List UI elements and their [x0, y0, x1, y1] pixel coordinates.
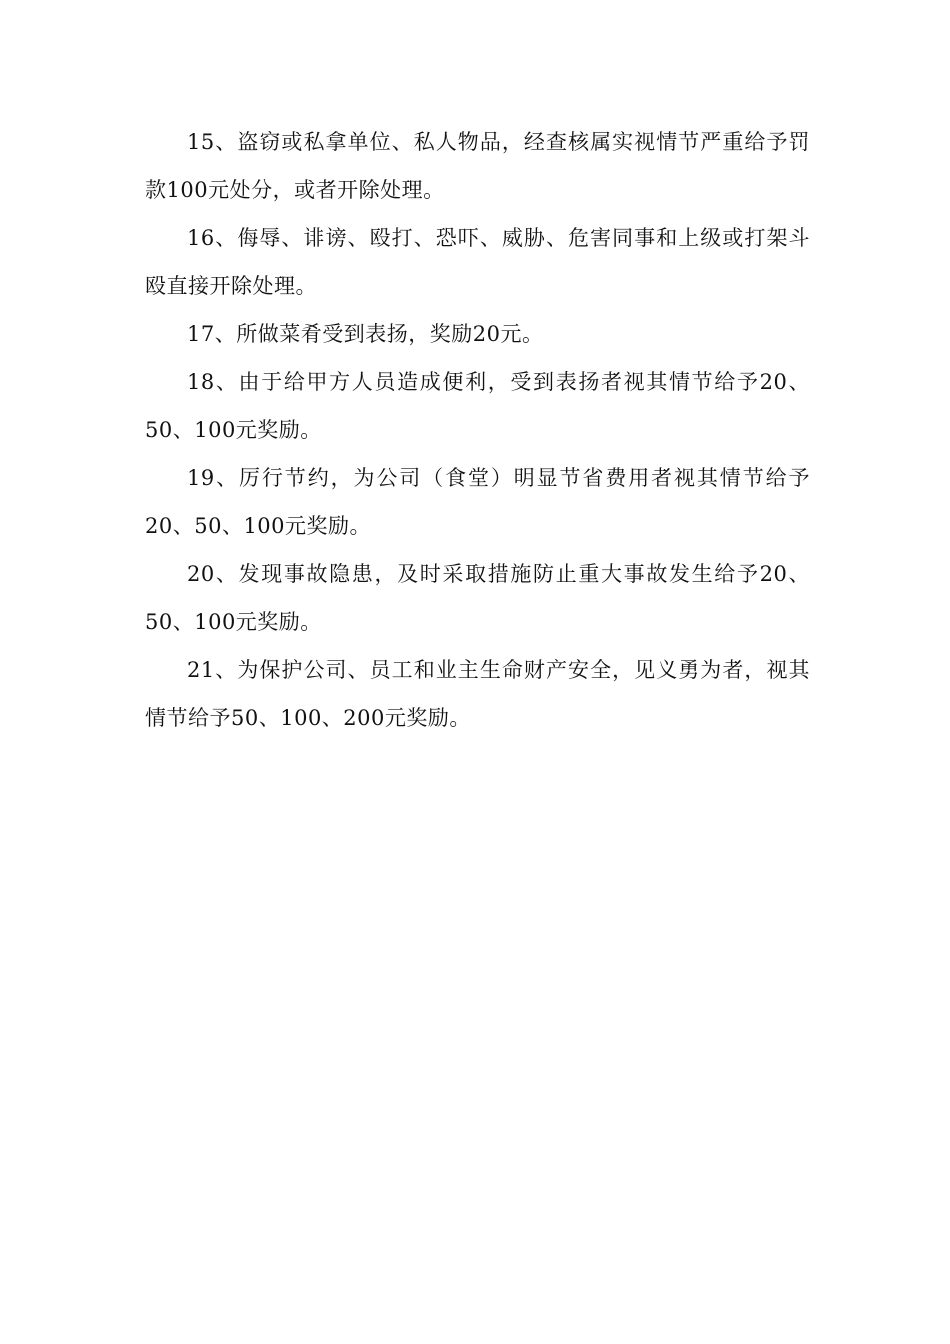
- rule-paragraph-16: 16、侮辱、诽谤、殴打、恐吓、威胁、危害同事和上级或打架斗殴直接开除处理。: [145, 226, 810, 298]
- rule-paragraph-20: 20、发现事故隐患，及时采取措施防止重大事故发生给予20、50、100元奖励。: [145, 562, 810, 634]
- rule-paragraph-19: 19、厉行节约，为公司（食堂）明显节省费用者视其情节给予20、50、100元奖励。: [145, 466, 810, 538]
- document-body: [145, 118, 810, 742]
- rule-paragraph-21: 21、为保护公司、员工和业主生命财产安全，见义勇为者，视其情节给予50、100、200元奖励。: [145, 658, 810, 730]
- rule-paragraph-18: 18、由于给甲方人员造成便利，受到表扬者视其情节给予20、50、100元奖励。: [145, 370, 810, 442]
- rule-paragraph-17: 17、所做菜肴受到表扬，奖励20元。: [187, 322, 544, 346]
- rule-paragraph-15: 15、盗窃或私拿单位、私人物品，经查核属实视情节严重给予罚款100元处分，或者开除处理。: [145, 130, 810, 202]
